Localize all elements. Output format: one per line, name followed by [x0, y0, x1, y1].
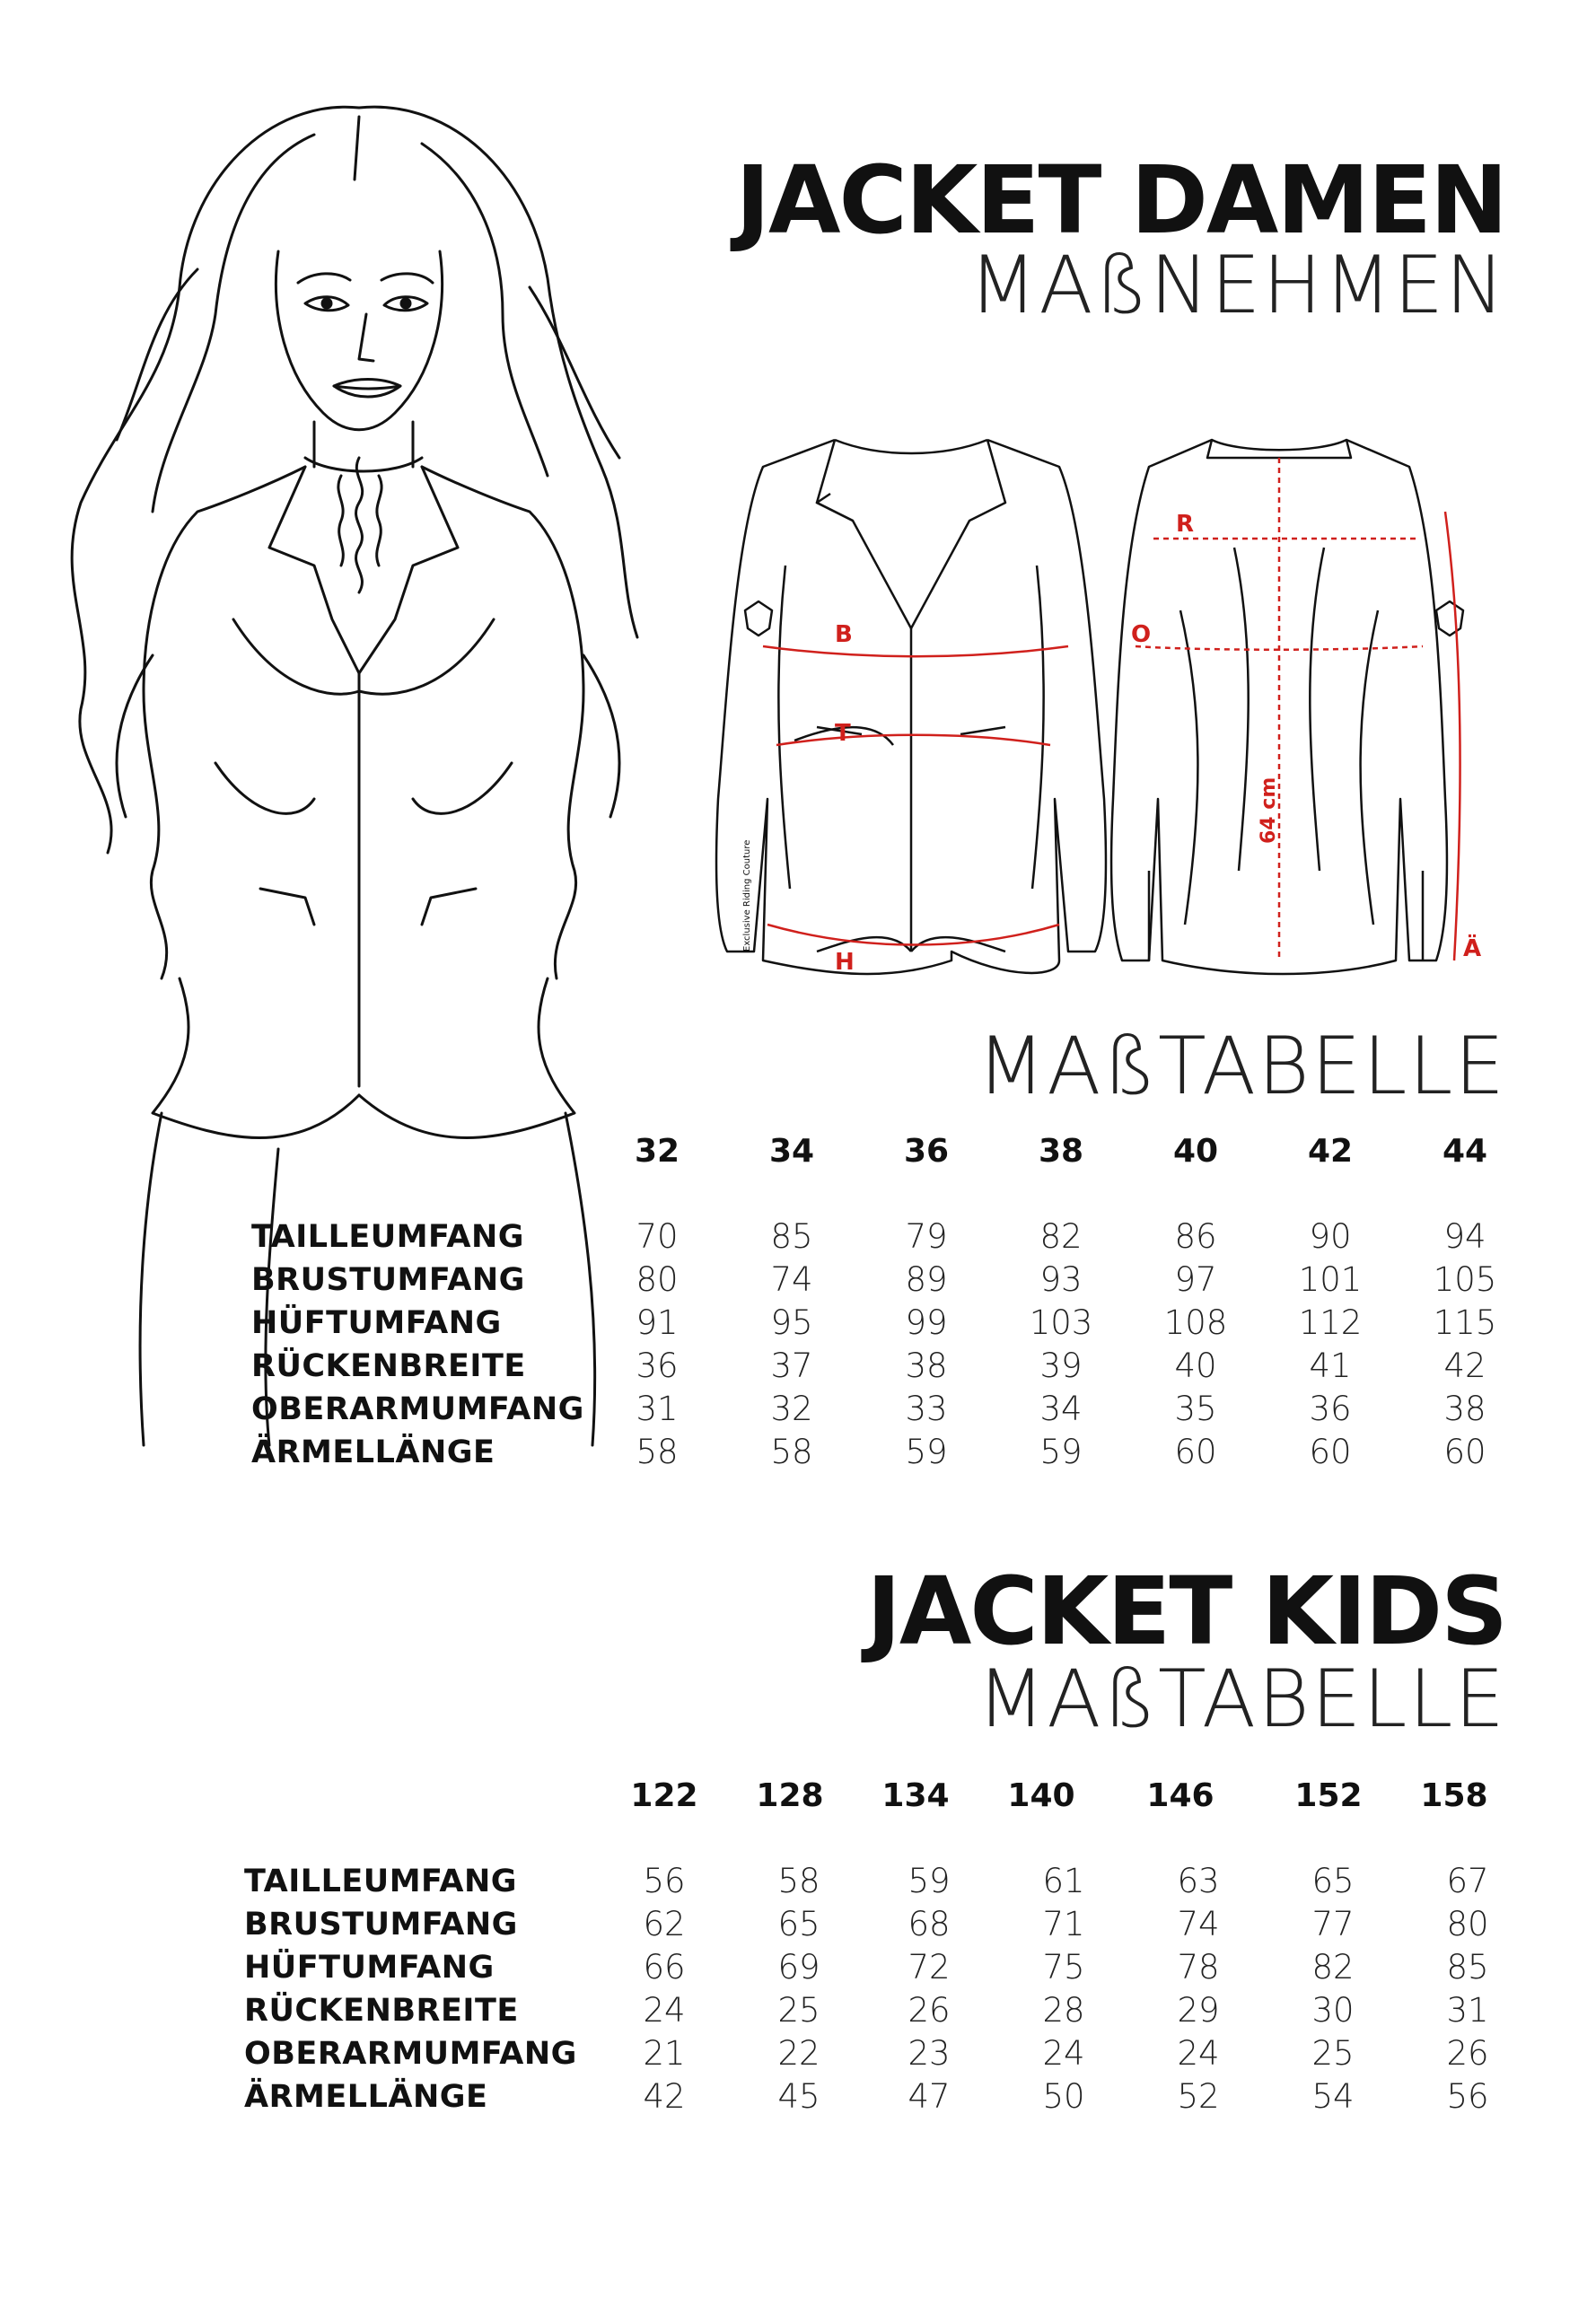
damen-size-header: 44	[1442, 1133, 1488, 1170]
damen-cell: 35	[1174, 1390, 1217, 1428]
kids-cell: 75	[1042, 1948, 1085, 1987]
kids-size-header: 122	[630, 1777, 698, 1814]
kids-cell: 30	[1311, 1991, 1355, 2030]
damen-cell: 86	[1174, 1217, 1217, 1256]
bust-line	[763, 646, 1068, 656]
kids-size-header: 152	[1294, 1777, 1363, 1814]
kids-row-label: BRUSTUMFANG	[244, 1907, 518, 1943]
kids-size-header: 146	[1146, 1777, 1215, 1814]
back-length-label: 64 cm	[1258, 776, 1280, 844]
kids-cell: 42	[643, 2077, 686, 2116]
damen-cell: 112	[1298, 1303, 1363, 1342]
damen-cell: 36	[636, 1346, 679, 1385]
kids-cell: 24	[643, 1991, 686, 2030]
damen-cell: 94	[1443, 1217, 1486, 1256]
damen-cell: 103	[1029, 1303, 1093, 1342]
kids-cell: 28	[1042, 1991, 1085, 2030]
kids-cell: 47	[908, 2077, 951, 2116]
kids-row-label: RÜCKENBREITE	[244, 1993, 519, 2029]
woman-illustration	[45, 81, 727, 1463]
bust-marker: B	[835, 621, 853, 648]
kids-cell: 21	[643, 2034, 686, 2073]
waist-marker: T	[835, 720, 851, 747]
kids-subtitle: MAßTABELLE	[977, 1653, 1506, 1745]
damen-cell: 39	[1039, 1346, 1083, 1385]
kids-cell: 25	[777, 1991, 820, 2030]
damen-cell: 99	[905, 1303, 948, 1342]
kids-cell: 58	[777, 1862, 820, 1900]
damen-cell: 31	[636, 1390, 679, 1428]
kids-cell: 22	[777, 2034, 820, 2073]
kids-cell: 71	[1042, 1905, 1085, 1943]
kids-row-label: HÜFTUMFANG	[244, 1950, 495, 1986]
damen-cell: 93	[1039, 1260, 1083, 1299]
damen-cell: 79	[905, 1217, 948, 1256]
damen-size-header: 36	[903, 1133, 950, 1170]
jacket-flat-drawings	[700, 422, 1508, 996]
damen-row-label: HÜFTUMFANG	[251, 1305, 502, 1341]
damen-cell: 59	[1039, 1433, 1083, 1471]
kids-cell: 59	[908, 1862, 951, 1900]
damen-cell: 115	[1433, 1303, 1497, 1342]
damen-cell: 41	[1309, 1346, 1352, 1385]
kids-cell: 72	[908, 1948, 951, 1987]
damen-table-title: MAßTABELLE	[977, 1020, 1506, 1112]
back-width-marker: R	[1176, 511, 1195, 538]
kids-cell: 52	[1177, 2077, 1220, 2116]
damen-cell: 38	[905, 1346, 948, 1385]
damen-cell: 105	[1433, 1260, 1497, 1299]
damen-cell: 108	[1163, 1303, 1228, 1342]
kids-cell: 23	[908, 2034, 951, 2073]
kids-row-label: ÄRMELLÄNGE	[244, 2079, 488, 2115]
damen-cell: 60	[1309, 1433, 1352, 1471]
kids-cell: 66	[643, 1948, 686, 1987]
damen-size-header: 42	[1307, 1133, 1354, 1170]
kids-cell: 68	[908, 1905, 951, 1943]
waist-line	[776, 735, 1050, 745]
kids-cell: 65	[1311, 1862, 1355, 1900]
damen-size-header: 32	[634, 1133, 680, 1170]
damen-row-label: BRUSTUMFANG	[251, 1262, 525, 1298]
kids-size-header: 158	[1420, 1777, 1488, 1814]
kids-cell: 69	[777, 1948, 820, 1987]
kids-cell: 56	[643, 1862, 686, 1900]
kids-cell: 24	[1177, 2034, 1220, 2073]
damen-subtitle: MAßNEHMEN	[969, 239, 1506, 331]
kids-cell: 65	[777, 1905, 820, 1943]
damen-cell: 74	[770, 1260, 813, 1299]
damen-cell: 91	[636, 1303, 679, 1342]
damen-row-label: ÄRMELLÄNGE	[251, 1434, 495, 1470]
damen-size-header: 34	[768, 1133, 815, 1170]
damen-cell: 70	[636, 1217, 679, 1256]
kids-cell: 26	[908, 1991, 951, 2030]
sleeve-marker: Ä	[1463, 935, 1482, 962]
damen-cell: 40	[1174, 1346, 1217, 1385]
damen-row-label: OBERARMUMFANG	[251, 1391, 584, 1427]
kids-cell: 82	[1311, 1948, 1355, 1987]
damen-title: JACKET DAMEN	[735, 145, 1506, 255]
damen-cell: 38	[1443, 1390, 1486, 1428]
kids-size-header: 128	[756, 1777, 824, 1814]
damen-cell: 90	[1309, 1217, 1352, 1256]
damen-cell: 97	[1174, 1260, 1217, 1299]
damen-cell: 33	[905, 1390, 948, 1428]
kids-cell: 63	[1177, 1862, 1220, 1900]
damen-cell: 101	[1298, 1260, 1363, 1299]
kids-cell: 80	[1446, 1905, 1489, 1943]
kids-title: JACKET KIDS	[866, 1557, 1506, 1666]
kids-cell: 29	[1177, 1991, 1220, 2030]
damen-cell: 82	[1039, 1217, 1083, 1256]
hip-line	[767, 925, 1059, 945]
damen-cell: 59	[905, 1433, 948, 1471]
damen-cell: 36	[1309, 1390, 1352, 1428]
damen-cell: 89	[905, 1260, 948, 1299]
kids-cell: 74	[1177, 1905, 1220, 1943]
kids-cell: 25	[1311, 2034, 1355, 2073]
damen-row-label: TAILLEUMFANG	[251, 1219, 525, 1255]
kids-cell: 26	[1446, 2034, 1489, 2073]
kids-cell: 78	[1177, 1948, 1220, 1987]
damen-cell: 95	[770, 1303, 813, 1342]
kids-cell: 77	[1311, 1905, 1355, 1943]
damen-cell: 32	[770, 1390, 813, 1428]
upper-arm-marker: O	[1131, 621, 1152, 648]
kids-row-label: TAILLEUMFANG	[244, 1864, 518, 1899]
kids-size-header: 140	[1007, 1777, 1075, 1814]
damen-size-header: 38	[1038, 1133, 1084, 1170]
kids-cell: 67	[1446, 1862, 1489, 1900]
damen-cell: 60	[1443, 1433, 1486, 1471]
kids-cell: 54	[1311, 2077, 1355, 2116]
kids-cell: 56	[1446, 2077, 1489, 2116]
damen-cell: 58	[636, 1433, 679, 1471]
damen-cell: 85	[770, 1217, 813, 1256]
kids-cell: 24	[1042, 2034, 1085, 2073]
hip-marker: H	[835, 949, 855, 976]
kids-cell: 31	[1446, 1991, 1489, 2030]
damen-size-header: 40	[1172, 1133, 1219, 1170]
damen-row-label: RÜCKENBREITE	[251, 1348, 526, 1384]
kids-cell: 45	[777, 2077, 820, 2116]
kids-cell: 61	[1042, 1862, 1085, 1900]
damen-cell: 34	[1039, 1390, 1083, 1428]
kids-cell: 62	[643, 1905, 686, 1943]
kids-row-label: OBERARMUMFANG	[244, 2036, 577, 2072]
damen-cell: 60	[1174, 1433, 1217, 1471]
sleeve-print-label: Exclusive Riding Couture	[742, 839, 752, 952]
kids-size-header: 134	[881, 1777, 950, 1814]
kids-cell: 50	[1042, 2077, 1085, 2116]
damen-cell: 42	[1443, 1346, 1486, 1385]
kids-cell: 85	[1446, 1948, 1489, 1987]
damen-cell: 80	[636, 1260, 679, 1299]
damen-cell: 37	[770, 1346, 813, 1385]
damen-cell: 58	[770, 1433, 813, 1471]
